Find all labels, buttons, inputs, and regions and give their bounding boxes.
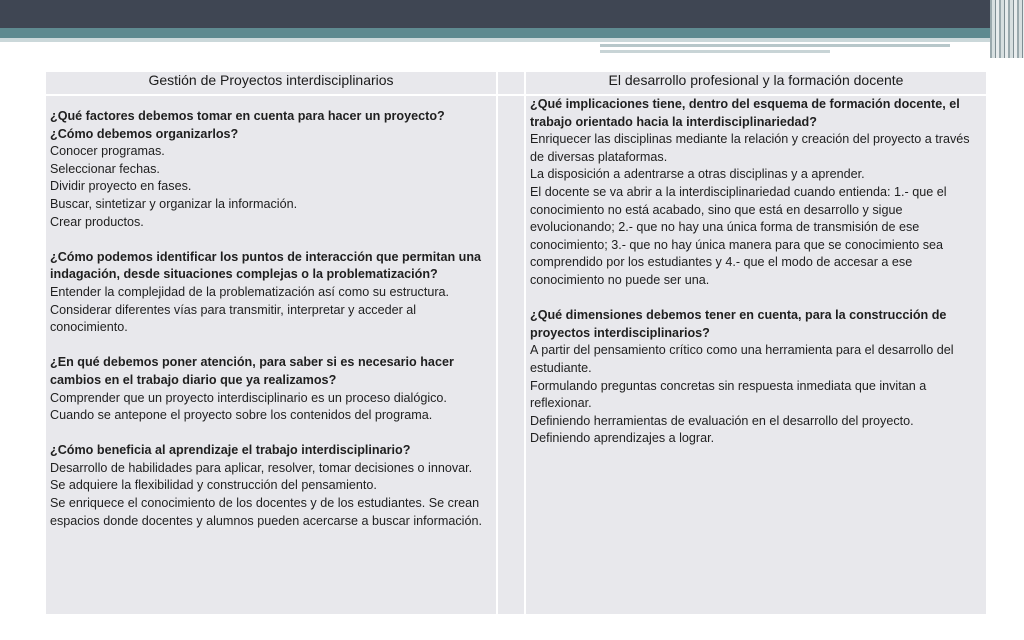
question-block: [530, 96, 982, 290]
answer-line: Definiendo aprendizajes a lograr.: [530, 431, 715, 446]
question-block: [50, 249, 490, 337]
header-vertical-stripes: [990, 0, 1024, 58]
answer-line: Considerar diferentes vías para transmitir, interpretar y acceder al conocimiento.: [50, 302, 417, 335]
answer-line: A partir del pensamiento crítico como una herramienta para el desarrollo del estudiante.: [530, 343, 954, 375]
content-table: [44, 70, 988, 616]
spacer: [50, 337, 490, 355]
question-block: [50, 108, 490, 231]
question-text: ¿Qué implicaciones tiene, dentro del esquema de formación docente, el trabajo orientado hacia la interdisciplinariedad?: [530, 97, 960, 129]
middle-empty-cell: [498, 96, 524, 614]
spacer: [50, 425, 490, 443]
answer-line: Enriquecer las disciplinas mediante la relación y creación del proyecto a través de diversas plataformas.: [530, 132, 970, 164]
question-text: ¿Qué dimensiones debemos tener en cuenta, para la construcción de proyectos interdisciplinarios?: [530, 308, 947, 340]
table-body-row: [46, 96, 986, 614]
answer-line: Conocer programas.: [50, 144, 165, 159]
header-band-light: [0, 38, 1024, 42]
answer-line: Entender la complejidad de la problematización así como su estructura.: [50, 284, 450, 299]
middle-column-header: [498, 72, 524, 94]
header-accent-line-short: [600, 50, 830, 53]
answer-line: Desarrollo de habilidades para aplicar, resolver, tomar decisiones o innovar.: [50, 460, 473, 475]
question-block: [530, 307, 982, 448]
left-column-cell: [46, 96, 496, 614]
answer-line: Crear productos.: [50, 214, 144, 229]
answer-line: El docente se va abrir a la interdisciplinariedad cuando entienda: 1.- que el conocimiento no está acabado, sino que está en desarrollo y sigue evolucionando; 2.- que no hay una única forma de transmisión de ese conocimiento; 3.- que no hay única manera para que se conocimiento sea comprendido por los estudiantes y 4.- que el modo de accesar a ese conocimiento no puede ser una.: [530, 184, 947, 287]
question-block: [50, 354, 490, 424]
answer-line: Seleccionar fechas.: [50, 161, 160, 176]
answer-line: Buscar, sintetizar y organizar la información.: [50, 196, 298, 211]
header-band-dark: [0, 0, 1024, 28]
answer-line: Dividir proyecto en fases.: [50, 179, 192, 194]
answer-line: Se adquiere la flexibilidad y construcción del pensamiento.: [50, 478, 377, 493]
spacer: [530, 290, 982, 308]
answer-line: Definiendo herramientas de evaluación en el desarrollo del proyecto.: [530, 413, 914, 428]
answer-line: La disposición a adentrarse a otras disciplinas y a aprender.: [530, 167, 865, 182]
question-text: ¿Cómo podemos identificar los puntos de interacción que permitan una indagación, desde situaciones complejas o la problematización?: [50, 249, 482, 282]
answer-line: Se enriquece el conocimiento de los docentes y de los estudiantes. Se crean espacios donde docentes y alumnos pueden acercarse a buscar información.: [50, 496, 482, 528]
header-accent-line: [600, 44, 950, 47]
spacer: [50, 231, 490, 249]
answer-line: Comprender que un proyecto interdisciplinario es un proceso dialógico.: [50, 390, 447, 405]
header-band-teal: [0, 28, 1024, 38]
question-block: [50, 442, 490, 530]
question-text: ¿En qué debemos poner atención, para saber si es necesario hacer cambios en el trabajo diario que ya realizamos?: [50, 355, 454, 387]
right-column-cell: [526, 96, 986, 614]
question-text: ¿Cómo beneficia al aprendizaje el trabajo interdisciplinario?: [50, 443, 411, 458]
right-column-header: El desarrollo profesional y la formación docente: [526, 72, 986, 94]
table-header-row: [46, 72, 986, 94]
left-column-header: Gestión de Proyectos interdisciplinarios: [46, 72, 496, 94]
answer-line: Formulando preguntas concretas sin respuesta inmediata que invitan a reflexionar.: [530, 378, 927, 411]
answer-line: Cuando se antepone el proyecto sobre los contenidos del programa.: [50, 408, 433, 423]
question-text: ¿Qué factores debemos tomar en cuenta para hacer un proyecto? ¿Cómo debemos organizarlos?: [50, 109, 445, 141]
